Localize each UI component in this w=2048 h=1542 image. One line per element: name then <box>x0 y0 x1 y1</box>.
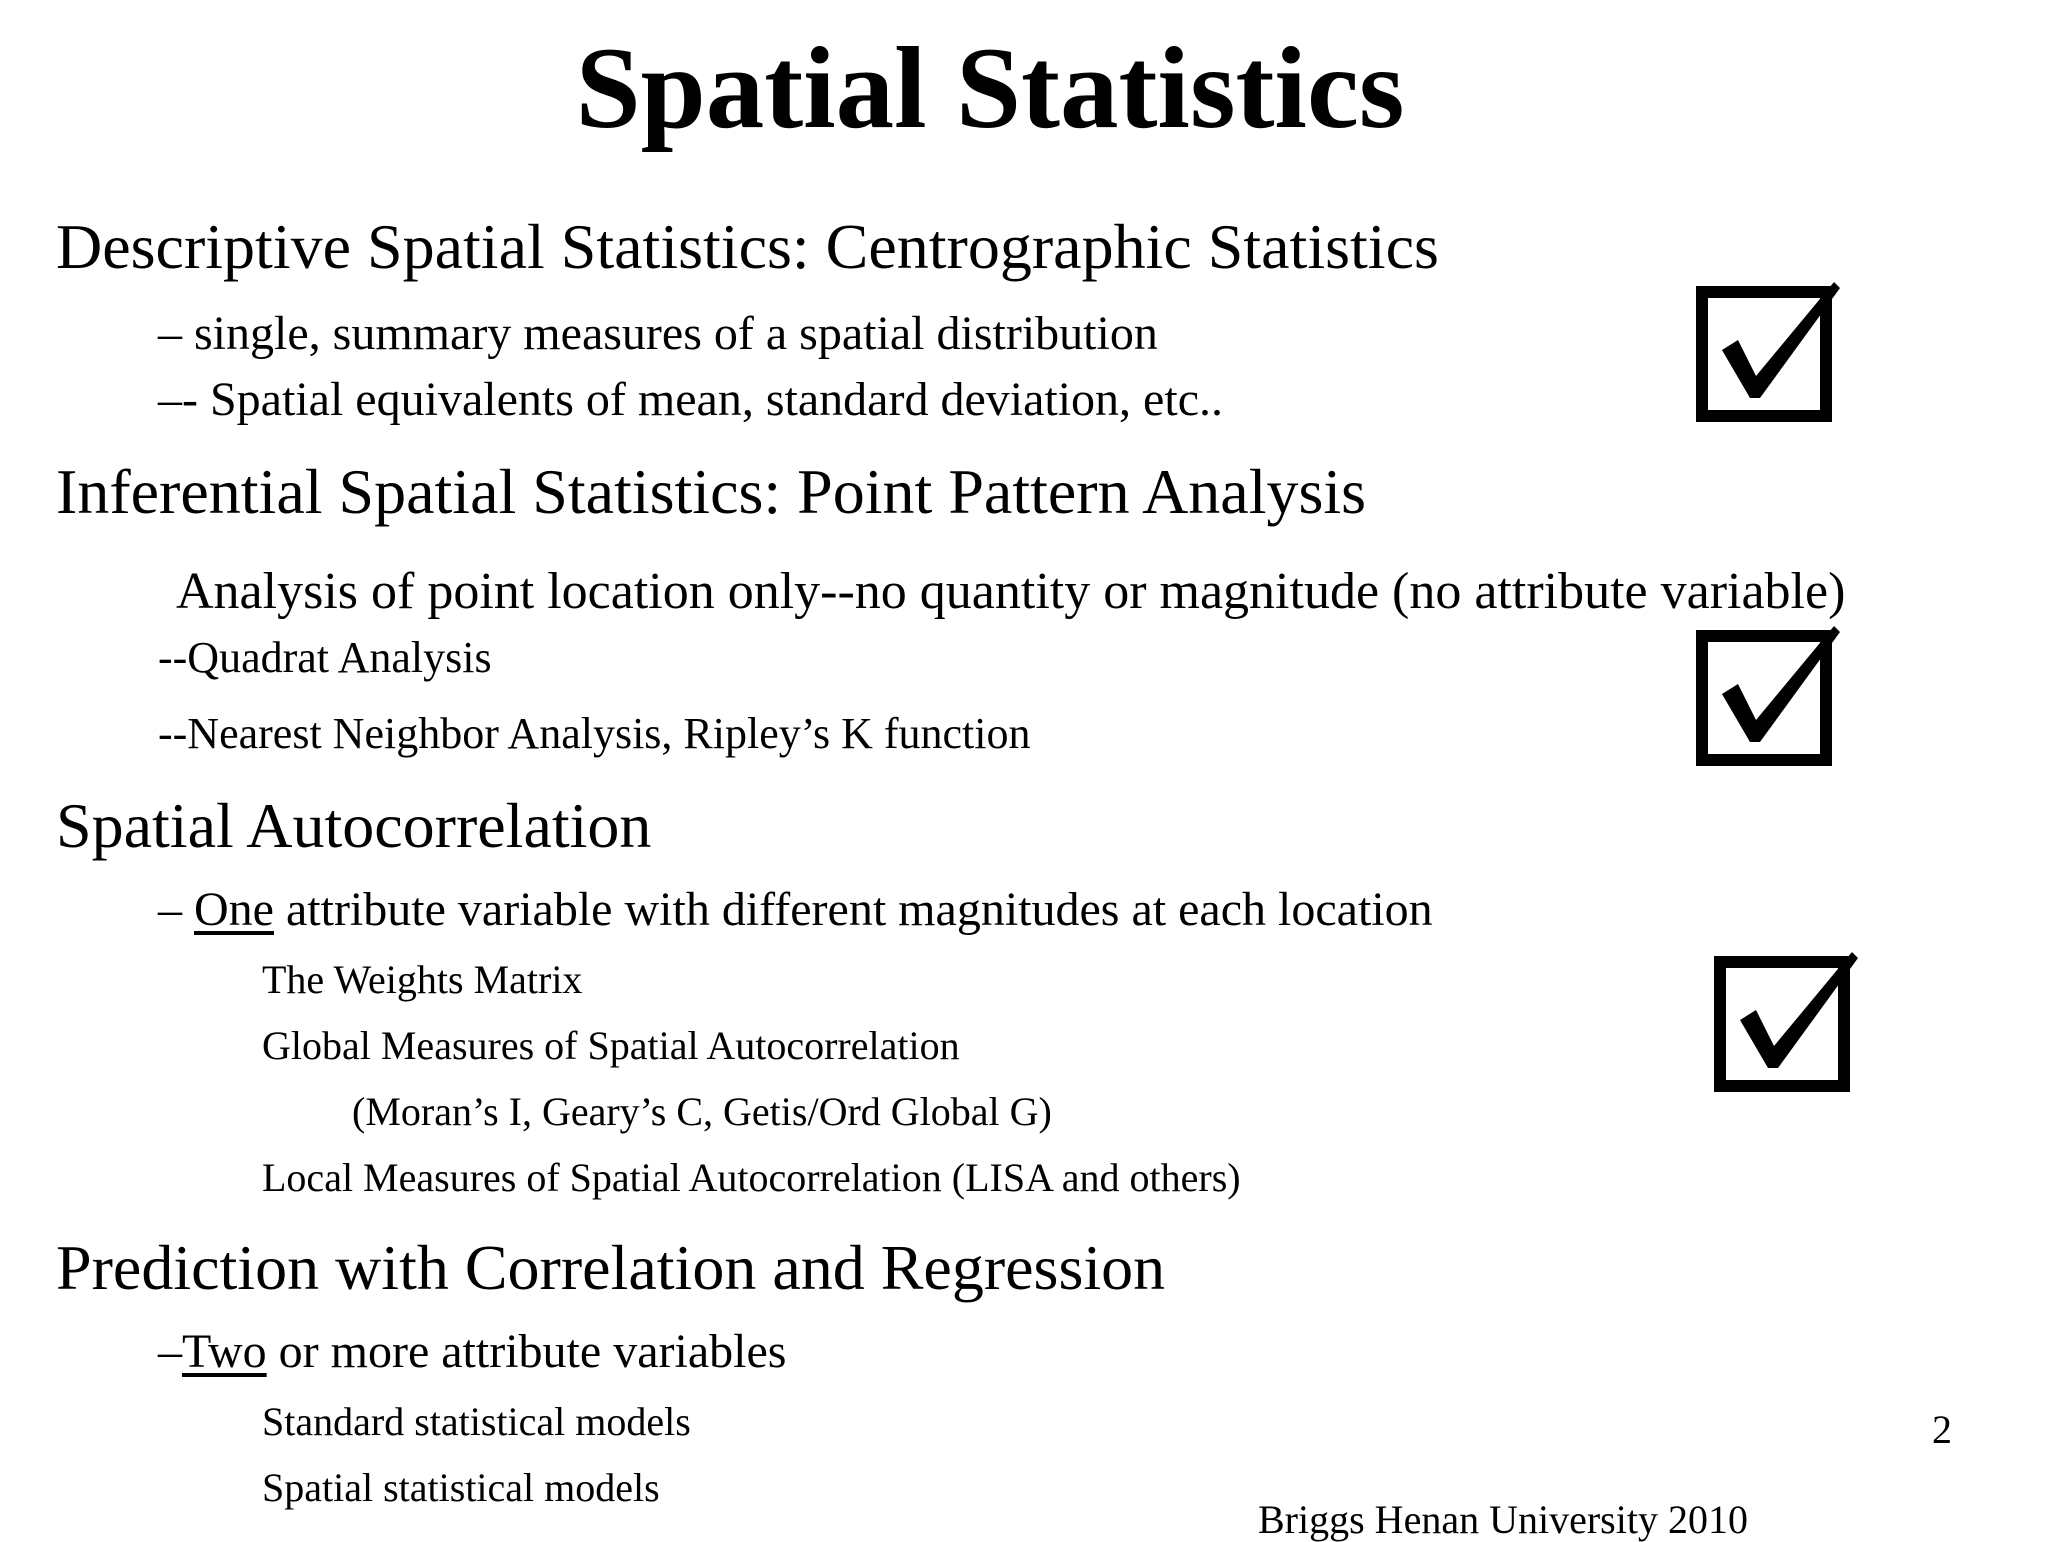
page-number: 2 <box>1932 1407 1952 1452</box>
section-descriptive-heading: Descriptive Spatial Statistics: Centrographic Statistics <box>56 211 1439 282</box>
autocorrelation-sub-global: Global Measures of Spatial Autocorrelation <box>262 1023 960 1068</box>
section-prediction-heading: Prediction with Correlation and Regression <box>56 1232 1166 1303</box>
autocorrelation-bullet-text: attribute variable with different magnitudes at each location <box>273 883 1433 936</box>
prediction-sub-spatial: Spatial statistical models <box>262 1465 660 1510</box>
checked-box-icon <box>1694 278 1844 428</box>
autocorrelation-sub-global-detail: (Moran’s I, Geary’s C, Getis/Ord Global G) <box>352 1089 1052 1134</box>
autocorrelation-bullet <box>158 883 1433 936</box>
inferential-item-quadrat: --Quadrat Analysis <box>158 633 492 682</box>
prediction-sub-standard: Standard statistical models <box>262 1399 691 1444</box>
section-autocorrelation-heading: Spatial Autocorrelation <box>56 790 652 861</box>
autocorrelation-bullet-emphasis: One <box>194 883 274 936</box>
descriptive-bullet-equivalents: –- Spatial equivalents of mean, standard deviation, etc.. <box>158 373 1223 426</box>
checked-box-icon <box>1712 948 1862 1098</box>
slide-title: Spatial Statistics <box>575 24 1405 153</box>
section-inferential-heading: Inferential Spatial Statistics: Point Pattern Analysis <box>56 456 1367 527</box>
descriptive-bullet-summary: – single, summary measures of a spatial distribution <box>158 307 1158 360</box>
prediction-bullet-prefix: – <box>158 1325 182 1378</box>
inferential-intro: Analysis of point location only--no quantity or magnitude (no attribute variable) <box>176 563 1846 620</box>
autocorrelation-bullet-prefix: – <box>158 883 194 936</box>
autocorrelation-sub-local: Local Measures of Spatial Autocorrelation (LISA and others) <box>262 1155 1241 1200</box>
autocorrelation-sub-weights: The Weights Matrix <box>262 957 583 1002</box>
inferential-item-nearest-neighbor: --Nearest Neighbor Analysis, Ripley’s K function <box>158 709 1031 758</box>
prediction-bullet-emphasis: Two <box>182 1325 267 1378</box>
prediction-bullet-text: or more attribute variables <box>266 1325 787 1378</box>
footer-credit: Briggs Henan University 2010 <box>1258 1497 1748 1542</box>
checked-box-icon <box>1694 622 1844 772</box>
prediction-bullet <box>158 1325 787 1378</box>
